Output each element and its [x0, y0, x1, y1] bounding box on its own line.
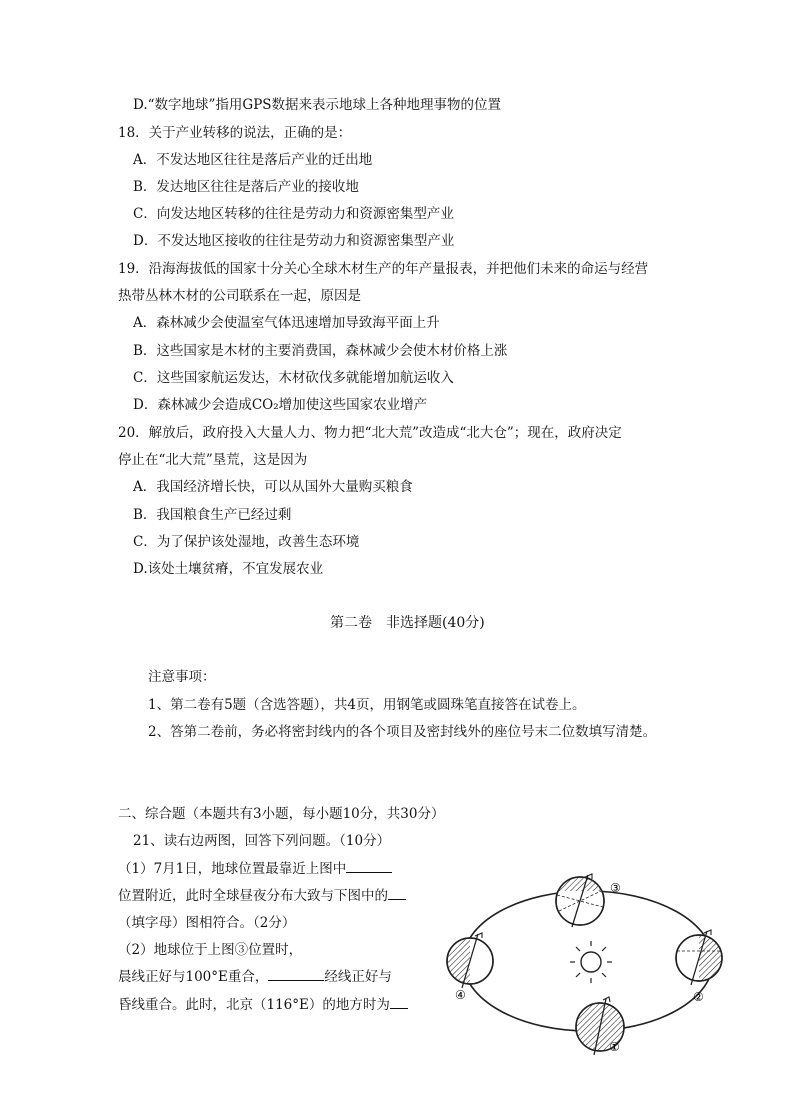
notice-heading: 注意事项： — [148, 669, 216, 685]
q21-p1-text-b: 位置附近，此时全球昼夜分布大致与下图中的 — [118, 888, 388, 904]
question-18-option-a: A．不发达地区往往是落后产业的迁出地 — [133, 152, 373, 168]
question-19-stem-line2: 热带丛林木材的公司联系在一起，原因是 — [118, 288, 361, 304]
question-18-option-b: B．发达地区往往是落后产业的接收地 — [133, 179, 359, 195]
section-2-title: 第二卷 非选择题(40分) — [330, 615, 485, 631]
earth-position-2 — [676, 930, 722, 985]
question-21-stem: 21、读右边两图，回答下列问题。（10分） — [133, 833, 391, 849]
question-20-stem-line2: 停止在“北大荒”垦荒，这是因为 — [118, 452, 308, 468]
question-21-part-2-line2 — [118, 968, 392, 986]
position-label-3: ③ — [610, 881, 621, 895]
question-18-option-c: C．向发达地区转移的往往是劳动力和资源密集型产业 — [133, 206, 454, 222]
question-20-option-d: D.该处土壤贫瘠，不宜发展农业 — [133, 561, 324, 577]
notice-item-1: 1、第二卷有5题（含选答题），共4页，用钢笔或圆珠笔直接答在试卷上。 — [148, 697, 586, 713]
question-21-part-1-line3: （填字母）图相符合。（2分） — [118, 915, 296, 931]
question-18-stem: 18．关于产业转移的说法，正确的是： — [118, 125, 352, 141]
question-20-option-a: A．我国经济增长快，可以从国外大量购买粮食 — [133, 479, 413, 495]
question-17-option-d: D.“数字地球”指用GPS数据来表示地球上各种地理事物的位置 — [133, 97, 502, 113]
position-label-4: ④ — [455, 988, 466, 1002]
question-21-part-2-line1: （2）地球位于上图③位置时， — [118, 942, 303, 958]
question-21-part-2-line3 — [118, 996, 408, 1014]
question-18-option-d: D．不发达地区接收的往往是劳动力和资源密集型产业 — [133, 233, 455, 249]
answer-blank[interactable] — [390, 996, 408, 1009]
q21-p1-text-a: （1）7月1日，地球位置最靠近上图中 — [118, 861, 347, 877]
position-label-1: ① — [609, 1040, 620, 1054]
earth-position-3 — [556, 874, 604, 927]
question-21-part-1-line2 — [118, 887, 406, 905]
question-19-stem-line1: 19．沿海海拔低的国家十分关心全球木材生产的年产量报表，并把他们未来的命运与经营 — [118, 261, 649, 277]
question-19-option-a: A．森林减少会使温室气体迅速增加导致海平面上升 — [133, 315, 440, 331]
part-2-heading: 二、综合题（本题共有3小题，每小题10分，共30分） — [118, 806, 445, 822]
question-20-option-b: B．我国粮食生产已经过剩 — [133, 507, 292, 523]
earth-orbit-diagram — [425, 855, 745, 1065]
question-19-option-b: B．这些国家是木材的主要消费国，森林减少会使木材价格上涨 — [133, 343, 508, 359]
answer-blank[interactable] — [268, 968, 324, 981]
answer-blank[interactable] — [388, 887, 406, 900]
q21-p2-text-b1: 晨线正好与100°E重合， — [118, 969, 269, 985]
question-19-option-c: C．这些国家航运发达，木材砍伐多就能增加航运收入 — [133, 370, 454, 386]
question-20-option-c: C．为了保护该处湿地，改善生态环境 — [133, 534, 360, 550]
earth-position-4 — [447, 933, 493, 988]
q21-p2-text-b2: 经线正好与 — [324, 969, 392, 985]
sun-icon — [570, 941, 612, 983]
position-label-2: ② — [693, 990, 704, 1004]
question-20-stem-line1: 20．解放后，政府投入大量人力、物力把“北大荒”改造成“北大仓”；现在，政府决定 — [118, 425, 622, 441]
answer-blank[interactable] — [346, 860, 392, 873]
q21-p2-text-c: 昏线重合。此时，北京（116°E）的地方时为 — [118, 997, 390, 1013]
question-19-option-d: D．森林减少会造成CO₂增加使这些国家农业增产 — [133, 397, 428, 413]
notice-item-2: 2、答第二卷前，务必将密封线内的各个项目及密封线外的座位号末二位数填写清楚。 — [148, 724, 657, 740]
question-21-part-1-line1 — [118, 860, 392, 878]
